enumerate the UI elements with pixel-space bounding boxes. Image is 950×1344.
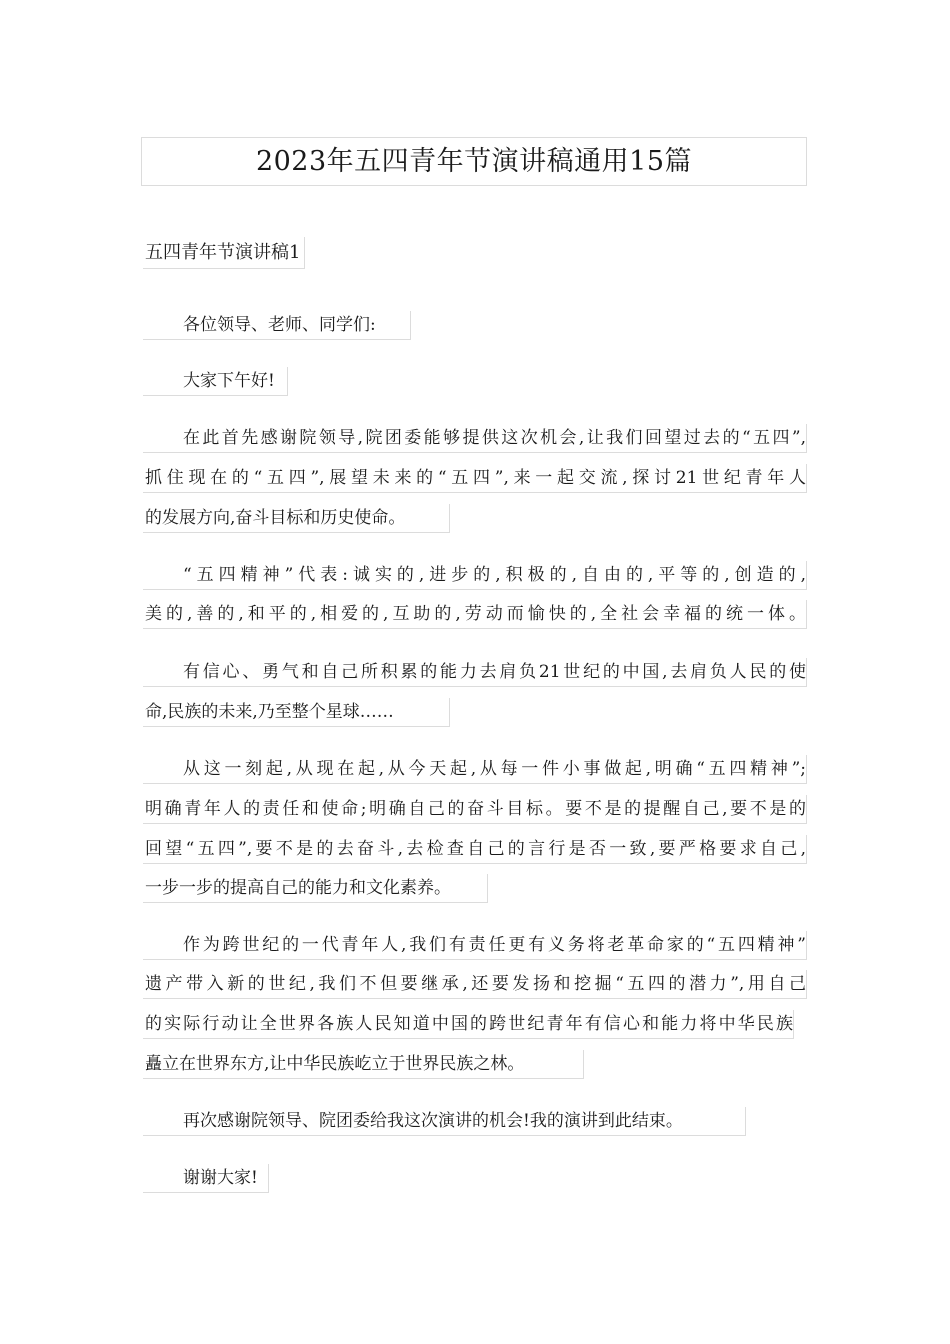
text-line: 有信心、勇气和自己所积累的能力去肩负21世纪的中国,去肩负人民的使 — [143, 658, 807, 687]
text-line: 一步一步的提高自己的能力和文化素养。 — [143, 874, 488, 903]
text-line: 抓住现在的“五四”,展望未来的“五四”,来一起交流,探讨21世纪青年人 — [143, 464, 807, 493]
document-title: 2023年五四青年节演讲稿通用15篇 — [141, 137, 807, 186]
text-line: 遗产带入新的世纪,我们不但要继承,还要发扬和挖掘“五四的潜力”,用自己 — [143, 970, 807, 999]
text-line: “五四精神”代表:诚实的,进步的,积极的,自由的,平等的,创造的, — [143, 561, 807, 590]
text-line: 命,民族的未来,乃至整个星球…… — [143, 698, 450, 727]
text-line: 美的,善的,和平的,相爱的,互助的,劳动而愉快的,全社会幸福的统一体。 — [143, 600, 807, 629]
text-line: 在此首先感谢院领导,院团委能够提供这次机会,让我们回望过去的“五四”, — [143, 424, 807, 453]
section-heading: 五四青年节演讲稿1 — [143, 237, 305, 269]
text-line: 大家下午好! — [143, 367, 288, 396]
text-line: 作为跨世纪的一代青年人,我们有责任更有义务将老革命家的“五四精神” — [143, 931, 807, 960]
text-line: 各位领导、老师、同学们: — [143, 311, 411, 340]
text-line: 矗立在世界东方,让中华民族屹立于世界民族之林。 — [143, 1050, 584, 1079]
text-line: 的实际行动让全世界各族人民知道中国的跨世纪青年有信心和能力将中华民族 — [143, 1010, 794, 1039]
text-line: 的发展方向,奋斗目标和历史使命。 — [143, 504, 450, 533]
text-line: 从这一刻起,从现在起,从今天起,从每一件小事做起,明确“五四精神”; — [143, 755, 807, 784]
text-line: 再次感谢院领导、院团委给我这次演讲的机会!我的演讲到此结束。 — [143, 1107, 746, 1136]
text-line: 回望“五四”,要不是的去奋斗,去检查自己的言行是否一致,要严格要求自己, — [143, 835, 807, 864]
text-line: 明确青年人的责任和使命;明确自己的奋斗目标。要不是的提醒自己,要不是的 — [143, 795, 807, 824]
text-line: 谢谢大家! — [143, 1164, 269, 1193]
